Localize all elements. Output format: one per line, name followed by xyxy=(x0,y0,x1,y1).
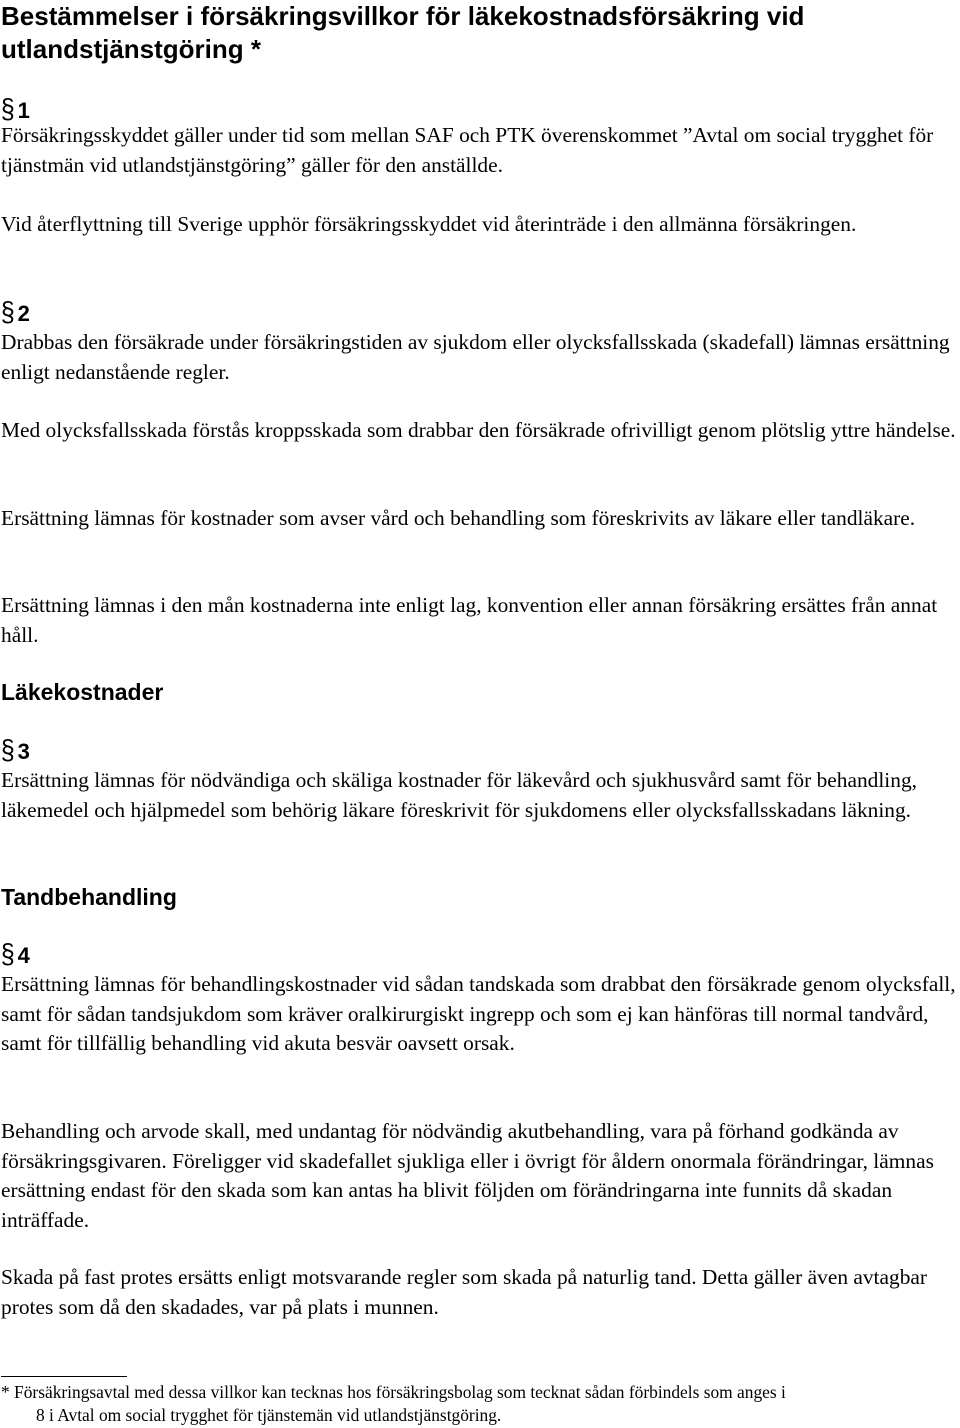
section-3-marker xyxy=(0,734,30,765)
section-1-paragraph-2: Vid återflyttning till Sverige upphör försäkringsskyddet vid återinträde i den allmänna försäkringen. xyxy=(1,212,857,236)
section-4-paragraph-3: Skada på fast protes ersätts enligt motsvarande regler som skada på naturlig tand. Detta gäller även avtagbar protes som då den skadades, var på plats i munnen. xyxy=(1,1265,928,1319)
section-2-paragraph-3: Ersättning lämnas för kostnader som avser vård och behandling som föreskrivits av läkare eller tandläkare. xyxy=(1,506,916,530)
section-3-paragraph-1: Ersättning lämnas för nödvändiga och skäliga kostnader för läkevård och sjukhusvård samt för behandling, läkemedel och hjälpmedel som behörig läkare föreskrivit för sjukdomens eller olycksfallsskadans läkning. xyxy=(1,768,917,822)
section-4-number: 4 xyxy=(17,943,30,968)
section-1-paragraph-1: Försäkringsskyddet gäller under tid som mellan SAF och PTK överenskommet ”Avtal om social trygghet för tjänstmän vid utlandstjänstgöring” gäller för den anställde. xyxy=(1,123,934,177)
section-1-number: 1 xyxy=(17,98,30,123)
heading-tandbehandling: Tandbehandling xyxy=(1,884,177,910)
section-2-marker xyxy=(0,296,30,327)
section-symbol: § xyxy=(0,938,15,969)
section-4-paragraph-1: Ersättning lämnas för behandlingskostnader vid sådan tandskada som drabbat den försäkrade genom olycksfall, samt för sådan tandsjukdom som kräver oralkirurgiskt ingrepp och som ej kan hänföras till normal tandvård, samt för tillfällig behandling vid akuta besvär oavsett orsak. xyxy=(1,972,956,1055)
section-3-number: 3 xyxy=(17,739,30,764)
footnote-line-2: 8 i Avtal om social trygghet för tjänstemän vid utlandstjänstgöring. xyxy=(36,1405,502,1425)
section-2-paragraph-1: Drabbas den försäkrade under försäkringstiden av sjukdom eller olycksfallsskada (skadefall) lämnas ersättning enligt nedanstående regler. xyxy=(1,330,950,384)
section-2-paragraph-2: Med olycksfallsskada förstås kroppsskada som drabbar den försäkrade ofrivilligt genom plötslig yttre händelse. xyxy=(1,418,956,442)
section-symbol: § xyxy=(0,734,15,765)
section-1-marker xyxy=(0,93,30,124)
footnote-separator xyxy=(1,1376,127,1377)
section-symbol: § xyxy=(0,93,15,124)
section-2-paragraph-4: Ersättning lämnas i den mån kostnaderna inte enligt lag, konvention eller annan försäkring ersättes från annat håll. xyxy=(1,593,938,647)
document-title: Bestämmelser i försäkringsvillkor för läkekostnadsförsäkring vid utlandstjänstgöring * xyxy=(1,1,805,64)
footnote xyxy=(1,1381,957,1427)
section-2-number: 2 xyxy=(17,301,30,326)
footnote-line-1: * Försäkringsavtal med dessa villkor kan tecknas hos försäkringsbolag som tecknat sådan förbindels som anges i xyxy=(1,1382,786,1402)
section-4-marker xyxy=(0,938,30,969)
heading-lakekostnader: Läkekostnader xyxy=(1,679,164,705)
section-symbol: § xyxy=(0,296,15,327)
section-4-paragraph-2: Behandling och arvode skall, med undantag för nödvändig akutbehandling, vara på förhand godkända av försäkringsgivaren. Föreligger vid skadefallet sjukliga eller i övrigt för åldern onormala förändringar, lämnas ersättning endast för den skada som kan antas ha blivit följden om förändringarna inte funnits då skadan inträffade. xyxy=(1,1119,934,1232)
